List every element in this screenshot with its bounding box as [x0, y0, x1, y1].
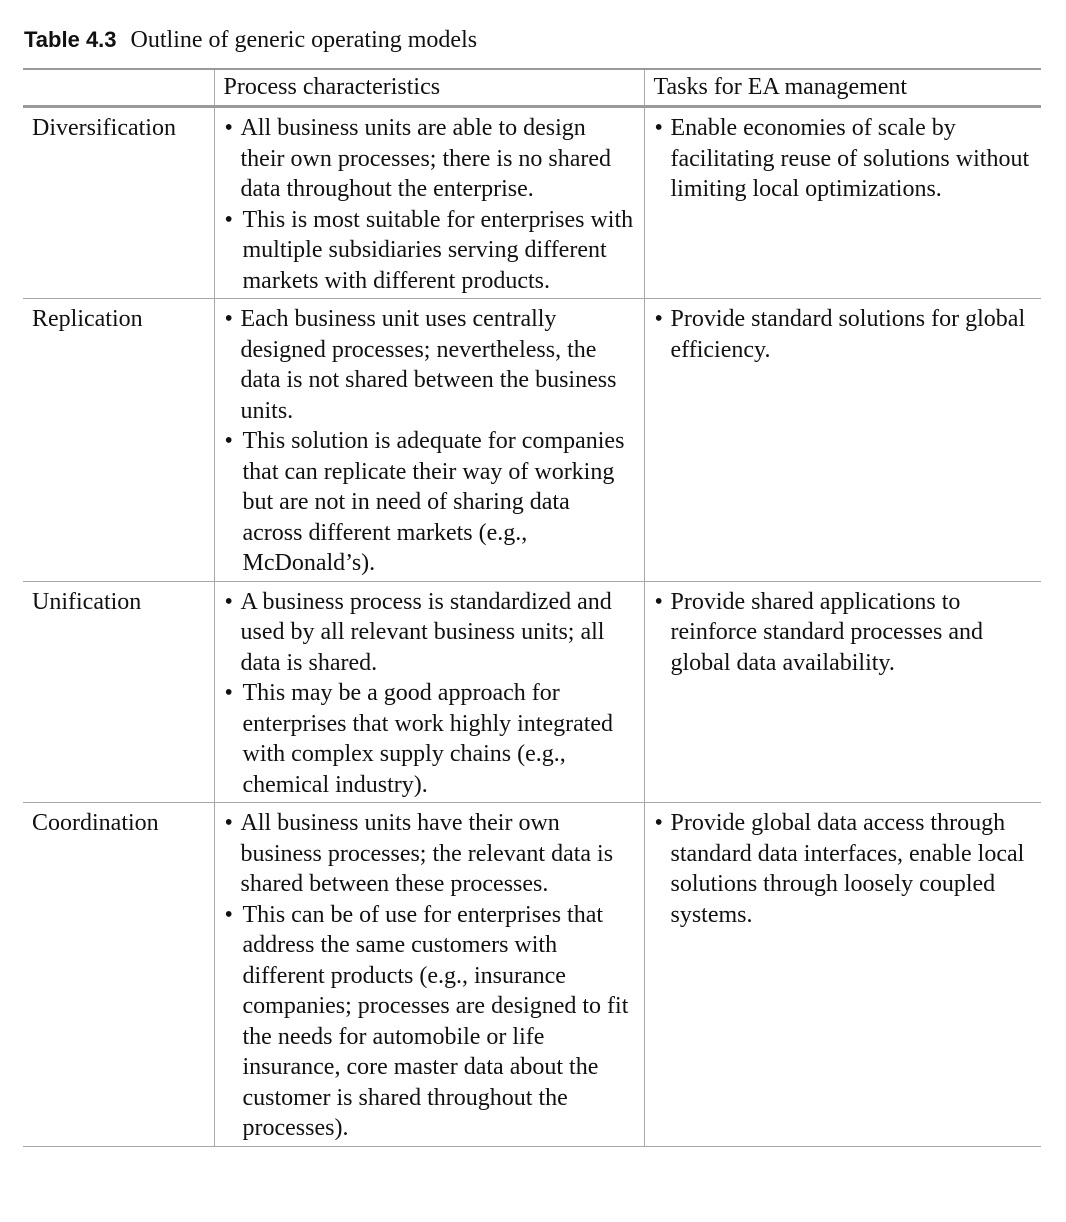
model-name-coordination: Coordination — [23, 803, 214, 1147]
bullet-item: • Provide shared applications to reinforce standard processes and global data availability. — [654, 587, 1034, 679]
ea-tasks-cell — [644, 581, 1041, 803]
bullet-item: • This solution is adequate for companies that can replicate their way of working but are not in need of sharing data across different markets (e.g., McDonald’s). — [224, 426, 636, 579]
bullet-item: • This can be of use for enterprises that address the same customers with different products (e.g., insurance companies; processes are designed to fit the needs for automobile or life insurance, core master data about the customer is shared throughout the processes). — [224, 900, 636, 1144]
ea-tasks-cell — [644, 107, 1041, 299]
bullet-item: • Provide global data access through standard data interfaces, enable local solutions through loosely coupled systems. — [654, 808, 1034, 930]
table-number: Table 4.3 — [24, 27, 117, 52]
table-row — [23, 299, 1041, 582]
bullet-item: • Provide standard solutions for global efficiency. — [654, 304, 1034, 365]
model-name-diversification: Diversification — [23, 107, 214, 299]
ea-tasks-cell — [644, 299, 1041, 582]
bullet-item: • This is most suitable for enterprises with multiple subsidiaries serving different markets with different products. — [224, 205, 636, 297]
model-name-replication: Replication — [23, 299, 214, 582]
table-caption — [24, 26, 477, 54]
process-characteristics-cell — [214, 581, 644, 803]
table-row — [23, 107, 1041, 299]
header-empty — [23, 69, 214, 107]
bullet-item: • All business units are able to design their own processes; there is no shared data throughout the enterprise. — [224, 113, 636, 205]
header-tasks-ea-management: Tasks for EA management — [644, 69, 1041, 107]
bullet-item: • All business units have their own business processes; the relevant data is shared between these processes. — [224, 808, 636, 900]
header-process-characteristics: Process characteristics — [214, 69, 644, 107]
table-row — [23, 803, 1041, 1147]
table-row — [23, 581, 1041, 803]
table-title: Outline of generic operating models — [130, 27, 478, 53]
process-characteristics-cell — [214, 299, 644, 582]
model-name-unification: Unification — [23, 581, 214, 803]
operating-models-table — [23, 68, 1041, 1147]
bullet-item: • Each business unit uses centrally designed processes; nevertheless, the data is not shared between the business units. — [224, 304, 636, 426]
bullet-item: • Enable economies of scale by facilitating reuse of solutions without limiting local optimizations. — [654, 113, 1034, 205]
process-characteristics-cell — [214, 107, 644, 299]
ea-tasks-cell — [644, 803, 1041, 1147]
bullet-item: • A business process is standardized and used by all relevant business units; all data is shared. — [224, 587, 636, 679]
bullet-item: • This may be a good approach for enterprises that work highly integrated with complex supply chains (e.g., chemical industry). — [224, 678, 636, 800]
header-row — [23, 69, 1041, 107]
process-characteristics-cell — [214, 803, 644, 1147]
